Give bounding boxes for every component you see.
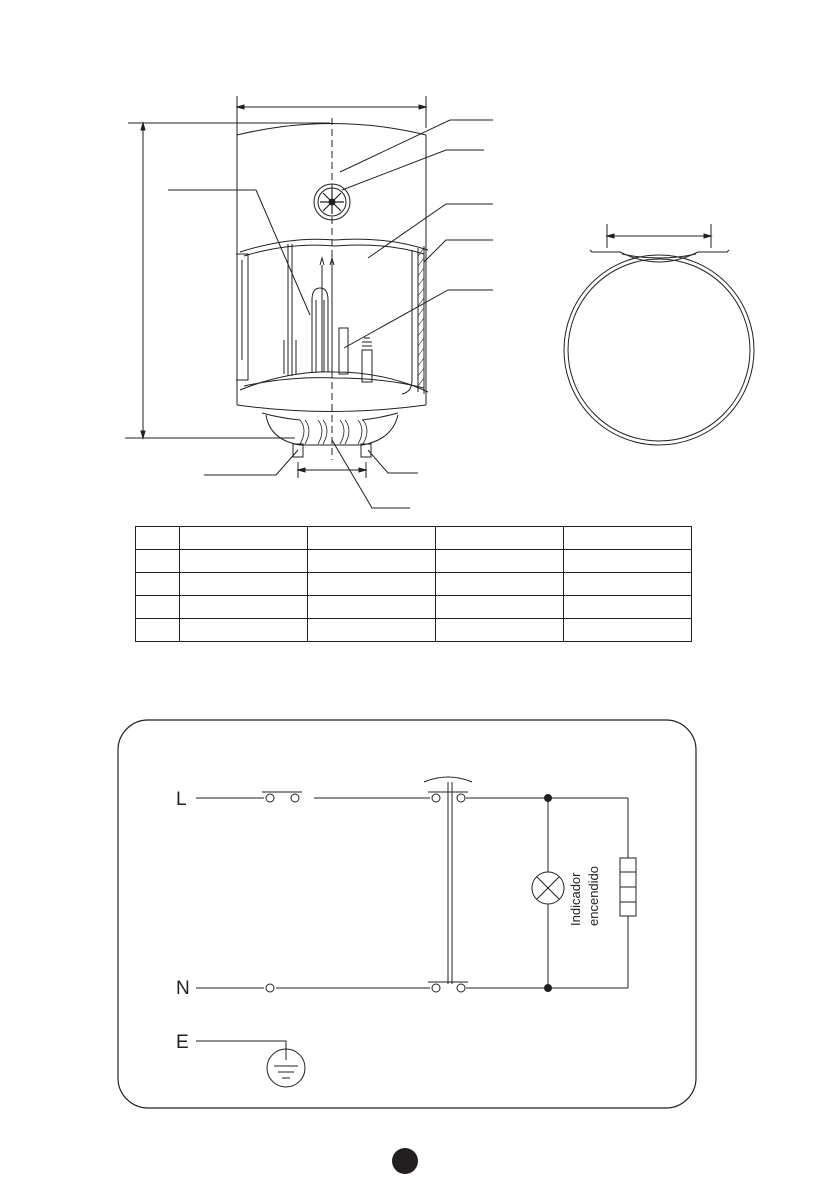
thermostat-symbol [424, 777, 472, 782]
page-number-marker [392, 1148, 418, 1174]
thermostat-contact [432, 794, 440, 802]
indicator-label-line2: encendido [586, 866, 601, 926]
thermostat-contact [432, 984, 440, 992]
heating-element-icon [620, 858, 636, 916]
thermostat-contact [457, 794, 465, 802]
thermostat-contact [457, 984, 465, 992]
switch-contact [291, 794, 299, 802]
terminal-n-label: N [176, 978, 190, 999]
diagram-frame [118, 720, 696, 1108]
switch-contact [266, 794, 274, 802]
indicator-lamp-icon [532, 872, 564, 904]
neutral-contact [266, 984, 274, 992]
indicator-label-line1: Indicador [568, 872, 583, 926]
terminal-e-label: E [176, 1032, 189, 1053]
terminal-l-label: L [176, 789, 187, 810]
